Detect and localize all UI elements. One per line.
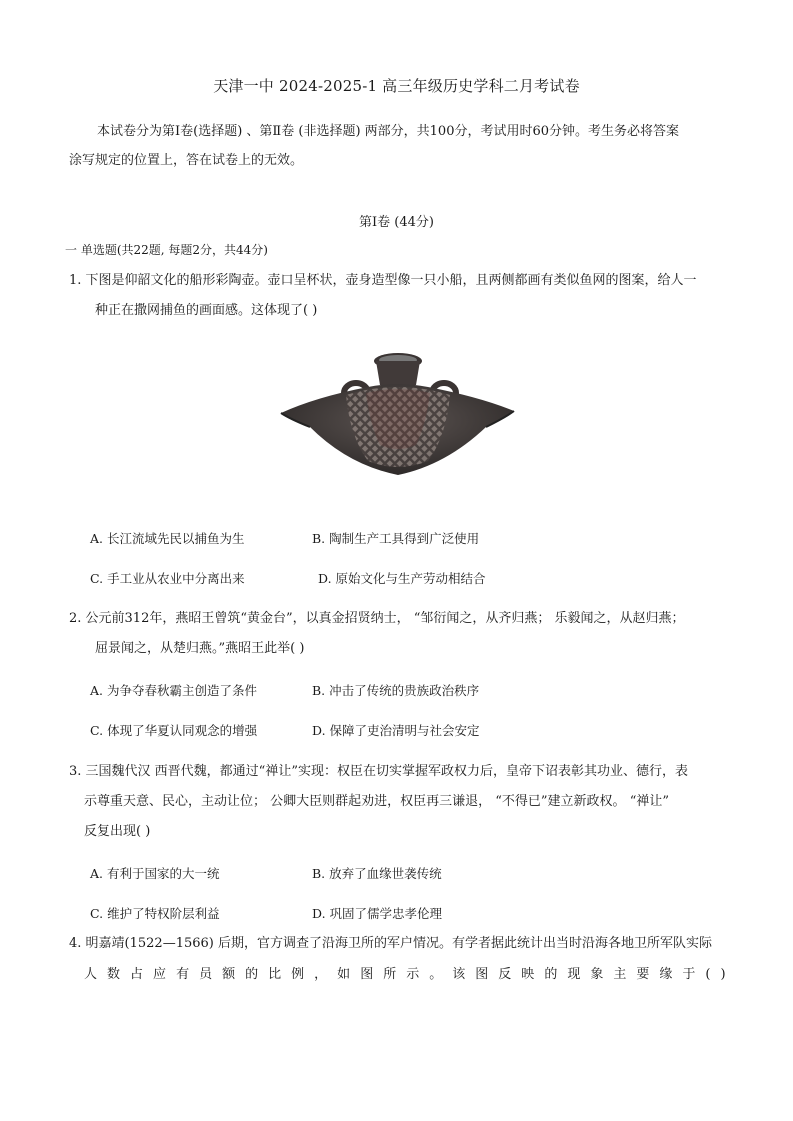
intro-line-2: 涂写规定的位置上，答在试卷上的无效。 <box>69 153 304 168</box>
q4-stem-line-1: 4. 明嘉靖(1522—1566) 后期，官方调查了沿海卫所的军户情况。有学者据此统计出当时沿海各地卫所军队实际 <box>69 936 712 951</box>
q1-option-a: A. 长江流域先民以捕鱼为生 <box>90 531 245 546</box>
q4-char: 应 <box>153 967 167 982</box>
q4-char: ) <box>720 967 726 982</box>
q4-char: 反 <box>498 967 512 982</box>
section-heading: 一 单选题(共22题, 每题2分，共44分) <box>65 243 268 257</box>
q4-char: 数 <box>107 967 121 982</box>
q4-char: 人 <box>84 967 98 982</box>
q2-option-b: B. 冲击了传统的贵族政治秩序 <box>312 683 480 698</box>
q4-char: ， <box>314 967 328 982</box>
q4-char: 缘 <box>659 967 673 982</box>
section-title: 第Ⅰ卷 (44分) <box>359 215 434 230</box>
intro-line-1: 本试卷分为第Ⅰ卷(选择题) 、第Ⅱ卷 (非选择题) 两部分，共100分，考试用时60分钟。考生务必将答案 <box>97 124 680 139</box>
q1-option-c: C. 手工业从农业中分离出来 <box>90 571 245 586</box>
q4-stem-line-2 <box>84 965 726 985</box>
q1-stem-line-2: 种正在撒网捕鱼的画面感。这体现了( ) <box>95 303 318 318</box>
q4-char: ( <box>705 967 711 982</box>
q4-char: 例 <box>291 967 305 982</box>
q4-char: 于 <box>682 967 696 982</box>
q4-char: 占 <box>130 967 144 982</box>
q4-char: 该 <box>452 967 466 982</box>
q2-stem-line-1: 2. 公元前312年，燕昭王曾筑“黄金台”，以真金招贤纳士， “邹衍闻之，从齐归燕； 乐毅闻之，从赵归燕； <box>69 611 685 626</box>
exam-title: 天津一中 2024-2025-1 高三年级历史学科二月考试卷 <box>213 77 580 95</box>
q4-char: 要 <box>636 967 650 982</box>
q2-stem-line-2: 屈景闻之，从楚归燕。”燕昭王此举( ) <box>95 641 305 656</box>
q4-char: 所 <box>383 967 397 982</box>
q4-char: 员 <box>199 967 213 982</box>
q3-stem-line-3: 反复出现( ) <box>84 824 151 839</box>
q4-char: 有 <box>176 967 190 982</box>
q4-char: 象 <box>590 967 604 982</box>
q2-option-c: C. 体现了华夏认同观念的增强 <box>90 723 258 738</box>
q3-stem-line-1: 3. 三国魏代汉 西晋代魏，都通过“禅让”实现：权臣在切实掌握军政权力后，皇帝下诏表彰其功业、德行，表 <box>69 764 688 779</box>
q4-char: 图 <box>475 967 489 982</box>
q3-option-c: C. 维护了特权阶层利益 <box>90 906 220 921</box>
q4-char: 的 <box>245 967 259 982</box>
q3-option-b: B. 放弃了血缘世袭传统 <box>312 866 442 881</box>
q4-char: 如 <box>337 967 351 982</box>
q1-option-b: B. 陶制生产工具得到广泛使用 <box>312 531 480 546</box>
q4-char: 现 <box>567 967 581 982</box>
q1-option-d: D. 原始文化与生产劳动相结合 <box>318 571 486 586</box>
q1-stem-line-1: 1. 下图是仰韶文化的船形彩陶壶。壶口呈杯状，壶身造型像一只小船，且两侧都画有类似鱼网的图案，给人一 <box>69 273 697 288</box>
q4-char: 的 <box>544 967 558 982</box>
q4-char: 主 <box>613 967 627 982</box>
q4-char: 。 <box>429 967 443 982</box>
boat-shaped-pottery-vase-image <box>276 345 520 495</box>
q2-option-a: A. 为争夺春秋霸主创造了条件 <box>90 683 257 698</box>
q3-option-d: D. 巩固了儒学忠孝伦理 <box>312 906 443 921</box>
q3-option-a: A. 有利于国家的大一统 <box>90 866 220 881</box>
q4-char: 示 <box>406 967 420 982</box>
q2-option-d: D. 保障了吏治清明与社会安定 <box>312 723 480 738</box>
q4-char: 额 <box>222 967 236 982</box>
q3-stem-line-2: 示尊重天意、民心，主动让位； 公卿大臣则群起劝进，权臣再三谦退， “不得已”建立新政权。 “禅让” <box>84 794 669 809</box>
q4-char: 图 <box>360 967 374 982</box>
q4-char: 映 <box>521 967 535 982</box>
q4-char: 比 <box>268 967 282 982</box>
